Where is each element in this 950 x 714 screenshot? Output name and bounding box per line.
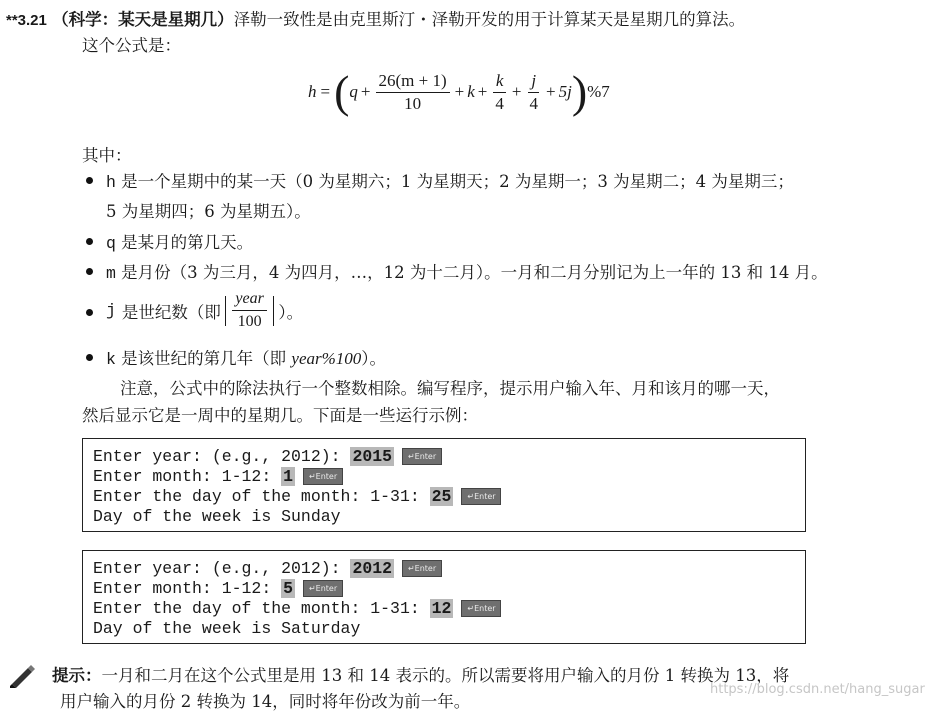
pencil-hint-icon <box>8 664 36 688</box>
fraction-denominator: 10 <box>404 93 422 113</box>
exercise-number: **3.21 <box>6 12 47 29</box>
hint-label: 提示： <box>52 666 102 685</box>
prompt-year: Enter year: (e.g., 2012): <box>93 447 351 466</box>
exercise-title <box>6 6 745 30</box>
enter-key-icon: ↵Enter <box>402 448 442 465</box>
formula-open-paren: ( <box>334 66 350 117</box>
sample-line-month <box>93 579 343 598</box>
enter-key-icon: ↵Enter <box>461 600 501 617</box>
fraction-numerator: 26(m + 1) <box>376 70 450 93</box>
fraction-denominator: 4 <box>529 93 538 113</box>
fraction-numerator: k <box>493 70 507 93</box>
formula-intro: 这个公式是： <box>82 36 181 55</box>
sample-result: Day of the week is Saturday <box>93 619 361 638</box>
floor-bracket-right <box>273 296 275 326</box>
var-h: h <box>106 173 116 192</box>
exercise-heading: （科学：某天是星期几） <box>52 10 234 29</box>
note-line-2: 然后显示它是一周中的星期几。下面是一些运行示例： <box>82 406 478 425</box>
bullet-k-text-end: ）。 <box>361 349 387 368</box>
enter-key-icon: ↵Enter <box>402 560 442 577</box>
formula-q: q <box>349 82 358 101</box>
formula-h: h <box>308 82 317 101</box>
prompt-day: Enter the day of the month: 1-31: <box>93 599 430 618</box>
formula-fraction-month <box>376 70 450 115</box>
watermark: https://blog.csdn.net/hang_sugar <box>710 682 925 697</box>
input-month: 1 <box>283 467 294 486</box>
prompt-day: Enter the day of the month: 1-31: <box>93 487 430 506</box>
bullet-dot <box>86 177 93 184</box>
sample-line-year <box>93 559 442 578</box>
prompt-year: Enter year: (e.g., 2012): <box>93 559 351 578</box>
bullet-h <box>106 168 794 192</box>
where-label: 其中： <box>82 146 132 165</box>
bullet-k-text: 是该世纪的第几年（即 <box>121 349 292 368</box>
formula-plus: + <box>545 82 556 101</box>
formula-5j: 5j <box>558 82 572 101</box>
sample-result: Day of the week is Sunday <box>93 507 341 526</box>
var-k: k <box>106 350 116 369</box>
bullet-k-expr: year%100 <box>291 349 362 368</box>
enter-key-icon: ↵Enter <box>303 580 343 597</box>
fraction-numerator: j <box>528 70 539 93</box>
fraction-numerator: year <box>232 288 266 311</box>
formula-plus: + <box>477 82 488 101</box>
sample-line-month <box>93 467 343 486</box>
zeller-formula <box>308 62 610 122</box>
formula-equals: = <box>320 82 331 101</box>
sample-line-day <box>93 599 501 618</box>
formula-k: k <box>467 82 475 101</box>
sample-run-1 <box>82 438 806 532</box>
var-q: q <box>106 234 116 253</box>
input-year: 2012 <box>352 559 393 578</box>
hint-line-1 <box>52 662 789 686</box>
var-j: j <box>106 301 116 320</box>
prompt-month: Enter month: 1-12: <box>93 467 282 486</box>
bullet-q <box>106 229 253 253</box>
bullet-dot <box>86 309 93 316</box>
bullet-j-text-end: ）。 <box>278 302 304 322</box>
bullet-h-text: 是一个星期中的某一天（0 为星期六；1 为星期天；2 为星期一；3 为星期二；4 为星期三； <box>121 172 794 191</box>
formula-fraction-j <box>526 70 541 115</box>
prompt-month: Enter month: 1-12: <box>93 579 282 598</box>
fraction-denominator: 4 <box>495 93 504 113</box>
note-line-1: 注意，公式中的除法执行一个整数相除。编写程序，提示用户输入年、月和该月的哪一天， <box>120 379 780 398</box>
formula-plus: + <box>360 82 371 101</box>
sample-line-day <box>93 487 501 506</box>
sample-run-2 <box>82 550 806 644</box>
hint-text: 一月和二月在这个公式里是用 13 和 14 表示的。所以需要将用户输入的月份 1 转换为 13，将 <box>101 666 790 685</box>
enter-key-icon: ↵Enter <box>303 468 343 485</box>
formula-mod: %7 <box>587 82 610 101</box>
floor-bracket-left <box>225 296 227 326</box>
bullet-dot <box>86 238 93 245</box>
input-day: 25 <box>431 487 452 506</box>
floor-fraction <box>232 288 266 333</box>
fraction-denominator: 100 <box>237 313 262 330</box>
formula-plus: + <box>511 82 522 101</box>
formula-fraction-k <box>492 70 507 115</box>
var-m: m <box>106 264 116 283</box>
bullet-q-text: 是某月的第几天。 <box>121 233 254 252</box>
input-month: 5 <box>283 579 294 598</box>
bullet-j <box>106 288 303 333</box>
bullet-dot <box>86 354 93 361</box>
bullet-m <box>106 259 828 283</box>
bullet-m-text: 是月份（3 为三月，4 为四月，…，12 为十二月）。一月和二月分别记为上一年的 13 和 14 月。 <box>121 263 828 282</box>
bullet-j-text: 是世纪数（即 <box>121 302 221 322</box>
enter-key-icon: ↵Enter <box>461 488 501 505</box>
bullet-h-continued: 5 为星期四；6 为星期五）。 <box>106 202 311 221</box>
formula-close-paren: ) <box>571 66 588 117</box>
bullet-dot <box>86 268 93 275</box>
input-day: 12 <box>431 599 452 618</box>
input-year: 2015 <box>352 447 393 466</box>
bullet-k <box>106 345 386 369</box>
exercise-intro: 泽勒一致性是由克里斯汀・泽勒开发的用于计算某天是星期几的算法。 <box>233 10 746 29</box>
hint-line-2: 用户输入的月份 2 转换为 14，同时将年份改为前一年。 <box>60 692 471 711</box>
sample-line-year <box>93 447 442 466</box>
formula-plus: + <box>454 82 465 101</box>
